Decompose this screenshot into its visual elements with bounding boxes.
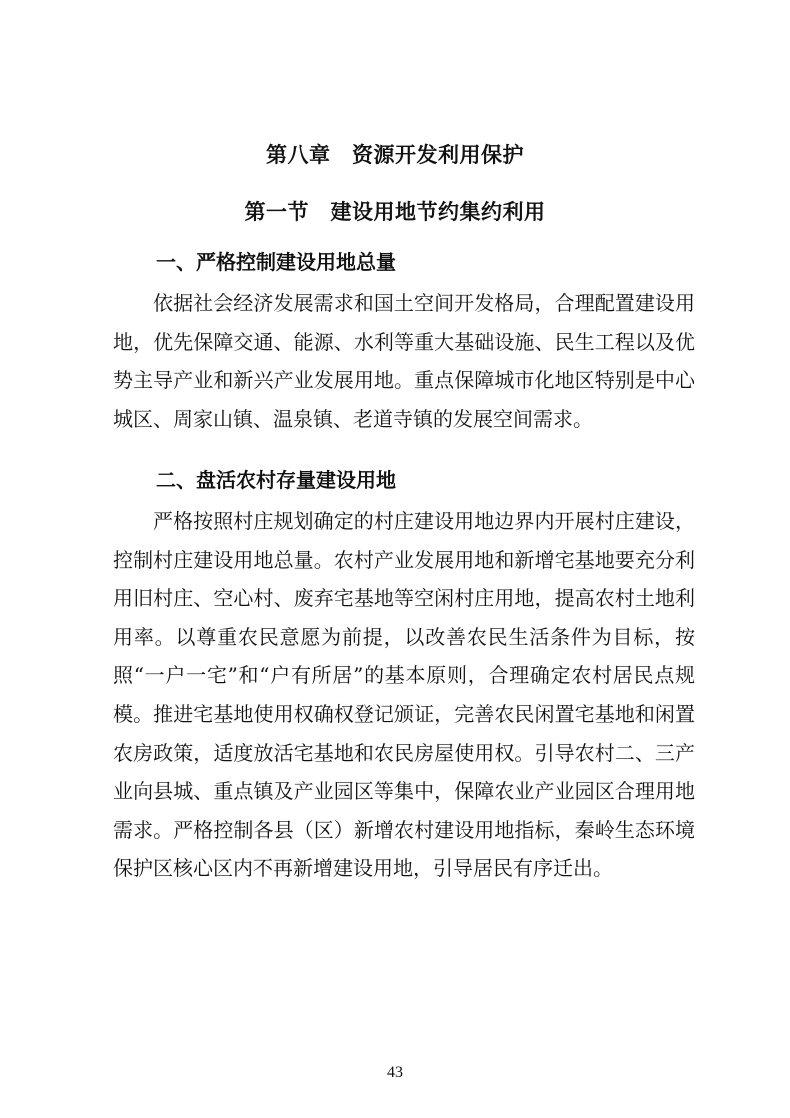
subsection-paragraph-2: 严格按照村庄规划确定的村庄建设用地边界内开展村庄建设，控制村庄建设用地总量。农村产业发展用地和新增宅基地要充分利用旧村庄、空心村、废弃宅基地等空闲村庄用地，提高农村土地利用率。以尊重农民意愿为前提，以改善农民生活条件为目标，按照“一户一宅”和“户有所居”的基本原则，合理确定农村居民点规模。推进宅基地使用权确权登记颁证，完善农民闲置宅基地和闲置农房政策，适度放活宅基地和农民房屋使用权。引导农村二、三产业向县城、重点镇及产业园区等集中，保障农业产业园区合理用地需求。严格控制各县（区）新增农村建设用地指标，秦岭生态环境保护区核心区内不再新增建设用地，引导居民有序迁出。 — [113, 509, 695, 881]
subsection-paragraph-1: 依据社会经济发展需求和国土空间开发格局，合理配置建设用地，优先保障交通、能源、水利等重大基础设施、民生工程以及优势主导产业和新兴产业发展用地。重点保障城市化地区特别是中心城区、周家山镇、温泉镇、老道寺镇的发展空间需求。 — [113, 291, 695, 431]
chapter-title: 第八章 资源开发利用保护 — [266, 143, 524, 167]
subsection-heading-2: 二、盘活农村存量建设用地 — [156, 468, 396, 492]
page-number: 43 — [387, 1064, 403, 1081]
subsection-heading-1: 一、严格控制建设用地总量 — [156, 250, 396, 274]
section-title: 第一节 建设用地节约集约利用 — [244, 200, 546, 224]
